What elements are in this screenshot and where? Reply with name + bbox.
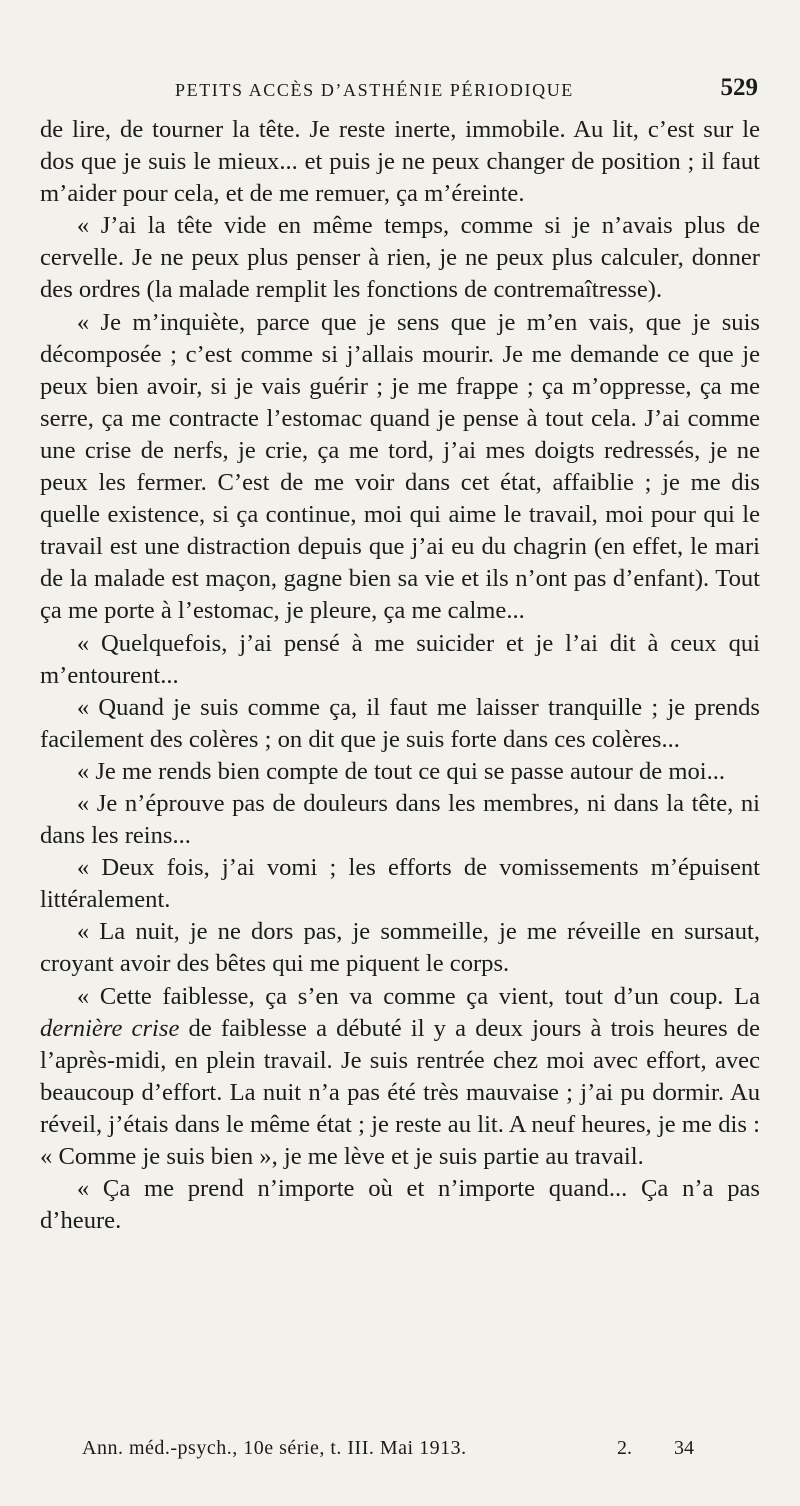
paragraph: « Je me rends bien compte de tout ce qui se passe autour de moi... bbox=[76, 757, 726, 785]
paragraph: « Ça me prend n’importe où et n’importe quand... Ça n’a pas d’heure. bbox=[40, 1175, 760, 1235]
paragraph: « J’ai la tête vide en même temps, comme si je n’avais plus de cervelle. Je ne peux plus penser à rien, je ne peux plus calculer, donner des ordres (la malade remplit les fonctions de contremaîtresse). bbox=[40, 212, 760, 304]
italic-phrase: dernière crise bbox=[40, 1014, 180, 1042]
paragraph: « Je m’inquiète, parce que je sens que je m’en vais, que je suis décomposée ; c’est comme si j’allais mourir. Je me demande ce que je peux bien avoir, si je vais guérir ; je me frappe ; ça m’oppresse, ça me serre, ça me contracte l’estomac quand je pense à tout cela. J’ai comme une crise de nerfs, je crie, ça me tord, j’ai mes doigts redressés, je ne peux les fermer. C’est de me voir dans cet état, affaiblie ; je me dis quelle existence, si ça continue, moi qui aime le travail, moi pour qui le travail est une distraction depuis que j’ai eu du chagrin (en effet, le mari de la malade est maçon, gagne bien sa vie et ils n’ont pas d’enfant). Tout ça me porte à l’estomac, je pleure, ça me calme... bbox=[40, 308, 760, 625]
paragraph: « Quand je suis comme ça, il faut me laisser tranquille ; je prends facilement des colères ; on dit que je suis forte dans ces colères... bbox=[40, 693, 760, 753]
paragraph: « Je n’éprouve pas de douleurs dans les membres, ni dans la tête, ni dans les reins... bbox=[40, 789, 760, 850]
page-number: 529 bbox=[720, 74, 758, 101]
running-head bbox=[40, 74, 760, 110]
paragraph: de lire, de tourner la tête. Je reste inerte, immobile. Au lit, c’est sur le dos que je suis le mieux... et puis je ne peux changer de position ; il faut m’aider pour cela, et de me remuer, ça m’éreinte. bbox=[40, 116, 760, 208]
signature-mark: 34 bbox=[674, 1437, 694, 1459]
paragraph-text-after: de faiblesse a débuté il y a deux jours à trois heures de l’après-midi, en plein travail. Je suis rentrée chez moi avec effort, avec beaucoup d’effort. La nuit n’a pas été très mauvaise ; j’ai pu dormir. Au réveil, j’étais dans le même état ; je reste au lit. A neuf heures, je me dis : « Comme je suis bien », je me lève et je suis partie au travail. bbox=[40, 1014, 760, 1170]
paragraph: « Deux fois, j’ai vomi ; les efforts de vomissements m’épuisent littéralement. bbox=[40, 854, 760, 914]
paragraph bbox=[40, 981, 760, 1174]
running-title: PETITS ACCÈS D’ASTHÉNIE PÉRIODIQUE bbox=[175, 80, 574, 100]
paragraph-text-before: « Cette faiblesse, ça s’en va comme ça vient, tout d’un coup. La bbox=[76, 982, 760, 1010]
journal-citation: Ann. méd.-psych., 10e série, t. III. Mai 1913. bbox=[82, 1437, 467, 1459]
paragraph: « Quelquefois, j’ai pensé à me suicider et je l’ai dit à ceux qui m’entourent... bbox=[40, 629, 760, 689]
body-text bbox=[40, 114, 760, 1237]
page-footer bbox=[82, 1437, 760, 1467]
volume-number: 2. bbox=[617, 1437, 632, 1459]
paragraph: « La nuit, je ne dors pas, je sommeille, je me réveille en sursaut, croyant avoir des bêtes qui me piquent le corps. bbox=[40, 918, 760, 978]
